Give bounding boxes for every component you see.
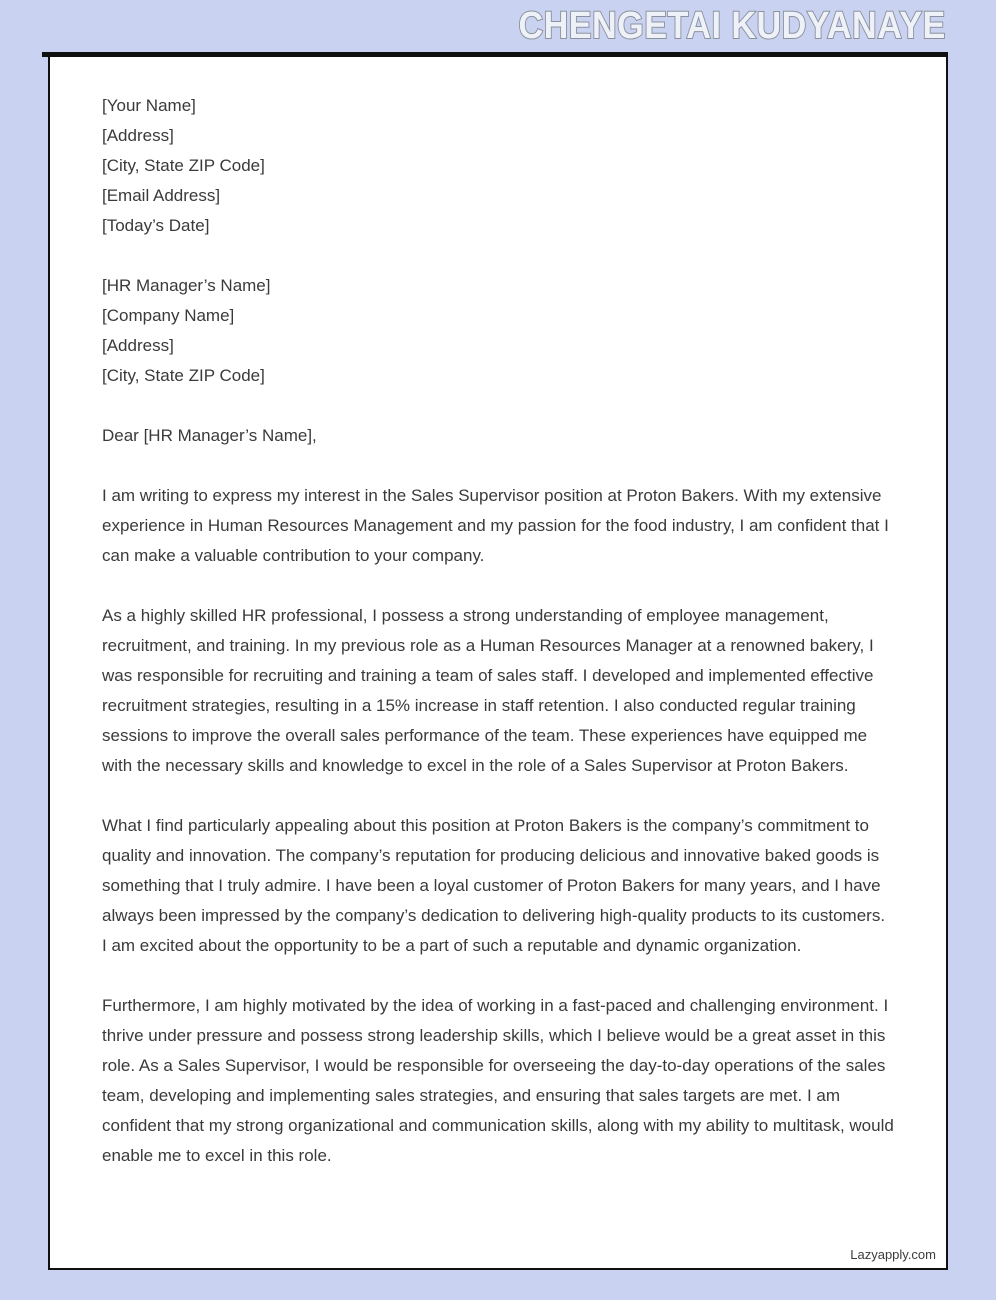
sender-city-line: [City, State ZIP Code] (102, 156, 265, 175)
recipient-city-line: [City, State ZIP Code] (102, 366, 265, 385)
paragraph-motivation: Furthermore, I am highly motivated by the idea of working in a fast-paced and challenging environment. I thrive under pressure and possess strong leadership skills, which I believe would be a great asset in this role. As a Sales Supervisor, I would be responsible for overseeing the day-to-day operations of the sales team, developing and implementing sales strategies, and ensuring that sales targets are met. I am confident that my strong organizational and communication skills, along with my ability to multitask, would enable me to excel in this role. (102, 996, 894, 1165)
document-header (0, 0, 946, 52)
recipient-address-line: [Address] (102, 336, 174, 355)
candidate-name: CHENGETAI KUDYANAYE (518, 5, 946, 47)
salutation: Dear [HR Manager’s Name], (102, 426, 317, 445)
letter-page (48, 57, 948, 1270)
sender-address-line: [Address] (102, 126, 174, 145)
paragraph-experience: As a highly skilled HR professional, I possess a strong understanding of employee management, recruitment, and training. In my previous role as a Human Resources Manager at a renowned bakery, I was responsible for recruiting and training a team of sales staff. I developed and implemented effective recruitment strategies, resulting in a 15% increase in staff retention. I also conducted regular training sessions to improve the overall sales performance of the team. These experiences have equipped me with the necessary skills and knowledge to excel in the role of a Sales Supervisor at Proton Bakers. (102, 606, 874, 775)
recipient-block (102, 271, 894, 391)
sender-date-line: [Today’s Date] (102, 216, 210, 235)
sender-block (102, 91, 894, 241)
sender-email-line: [Email Address] (102, 186, 221, 205)
paragraph-company-appeal: What I find particularly appealing about this position at Proton Bakers is the company’s commitment to quality and innovation. The company’s reputation for producing delicious and innovative baked goods is something that I truly admire. I have been a loyal customer of Proton Bakers for many years, and I have always been impressed by the company’s dedication to delivering high-quality products to its customers. I am excited about the opportunity to be a part of such a reputable and dynamic organization. (102, 816, 886, 955)
sender-name-line: [Your Name] (102, 96, 196, 115)
recipient-company-line: [Company Name] (102, 306, 235, 325)
letter-body (50, 57, 946, 1171)
footer-brand: Lazyapply.com (850, 1247, 936, 1262)
paragraph-intro: I am writing to express my interest in the Sales Supervisor position at Proton Bakers. With my extensive experience in Human Resources Management and my passion for the food industry, I am confident that I can make a valuable contribution to your company. (102, 486, 889, 565)
recipient-name-line: [HR Manager’s Name] (102, 276, 271, 295)
